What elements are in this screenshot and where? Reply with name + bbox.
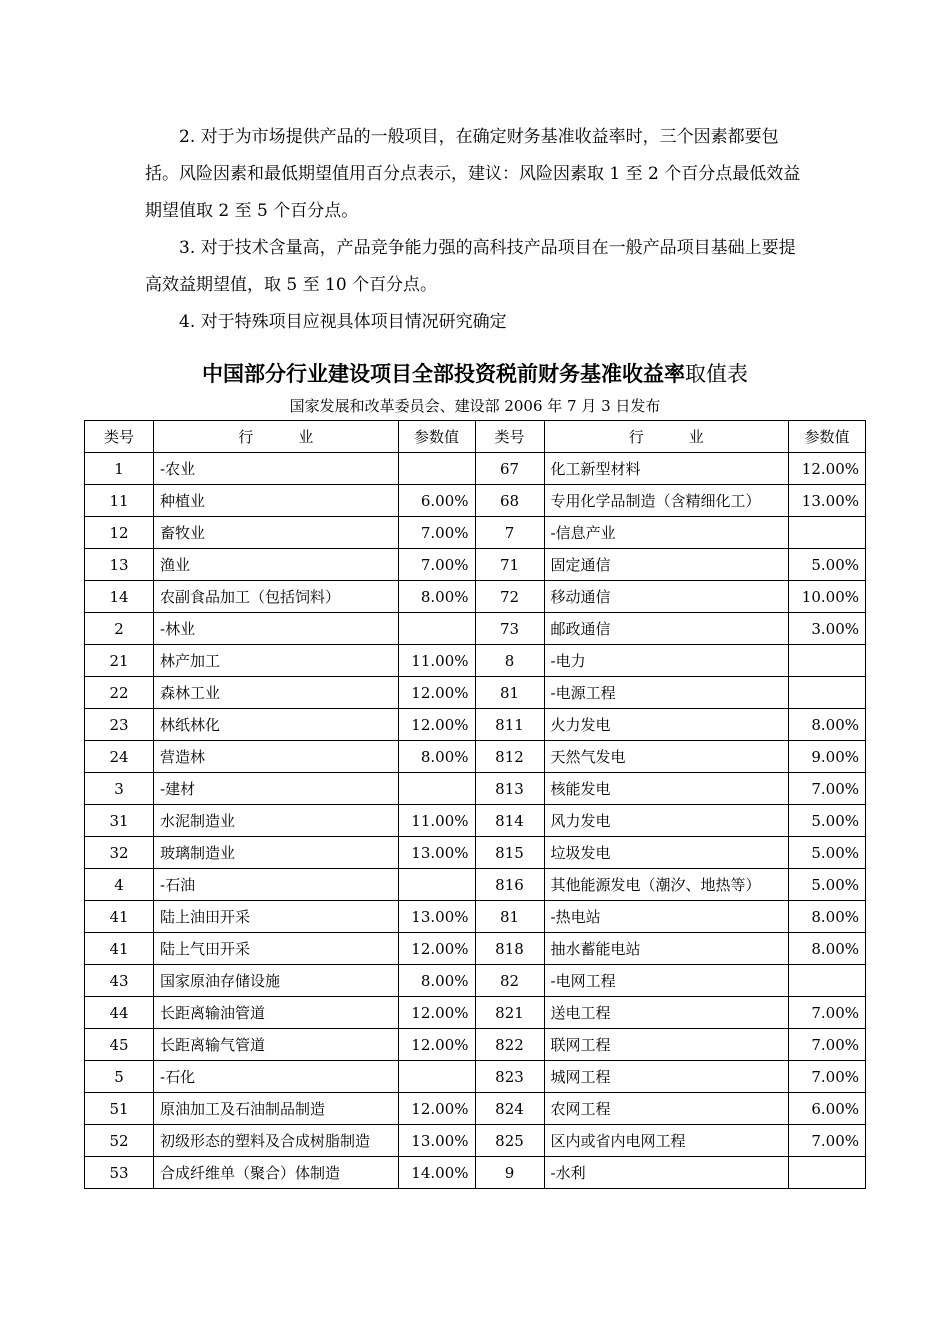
cell-industry-right: -电力 [544,645,789,677]
cell-code-left: 1 [85,453,154,485]
table-row [85,965,866,997]
cell-code-left: 41 [85,933,154,965]
cell-industry-left: 畜牧业 [154,517,399,549]
cell-code-right: 82 [475,965,544,997]
cell-industry-left: 初级形态的塑料及合成树脂制造 [154,1125,399,1157]
cell-code-right: 8 [475,645,544,677]
table-row [85,1029,866,1061]
cell-industry-left: 长距离输油管道 [154,997,399,1029]
cell-code-left: 4 [85,869,154,901]
cell-industry-left: 种植业 [154,485,399,517]
table-row [85,581,866,613]
cell-industry-right: 专用化学品制造（含精细化工） [544,485,789,517]
table-row [85,1125,866,1157]
table-row [85,453,866,485]
cell-value-right: 7.00% [789,997,866,1029]
paragraph-2: 2. 对于为市场提供产品的一般项目，在确定财务基准收益率时，三个因素都要包括。风险因素和最低期望值用百分点表示，建议：风险因素取 1 至 2 个百分点最低效益期望值取 2 至 5 个百分点。 [145,127,801,221]
cell-value-right: 7.00% [789,1029,866,1061]
cell-code-left: 45 [85,1029,154,1061]
cell-code-left: 23 [85,709,154,741]
cell-industry-left: 原油加工及石油制品制造 [154,1093,399,1125]
cell-industry-left: 玻璃制造业 [154,837,399,869]
cell-code-right: 814 [475,805,544,837]
table-row [85,645,866,677]
cell-industry-right: 区内或省内电网工程 [544,1125,789,1157]
cell-industry-left: 营造林 [154,741,399,773]
cell-industry-right: 天然气发电 [544,741,789,773]
cell-code-right: 68 [475,485,544,517]
table-row [85,805,866,837]
table-row [85,773,866,805]
table-row [85,1157,866,1189]
cell-code-right: 821 [475,997,544,1029]
cell-code-right: 818 [475,933,544,965]
cell-code-right: 823 [475,1061,544,1093]
cell-industry-right: -信息产业 [544,517,789,549]
cell-code-right: 811 [475,709,544,741]
cell-code-left: 51 [85,1093,154,1125]
cell-value-right: 8.00% [789,709,866,741]
cell-industry-left: 国家原油存储设施 [154,965,399,997]
cell-value-right: 5.00% [789,549,866,581]
cell-industry-right: 风力发电 [544,805,789,837]
cell-code-right: 81 [475,677,544,709]
cell-industry-left: -农业 [154,453,399,485]
cell-code-right: 81 [475,901,544,933]
cell-code-left: 44 [85,997,154,1029]
cell-value-right: 10.00% [789,581,866,613]
cell-industry-left: 水泥制造业 [154,805,399,837]
cell-industry-left: -林业 [154,613,399,645]
table-row [85,901,866,933]
cell-industry-left: -石油 [154,869,399,901]
table-row [85,677,866,709]
cell-value-right [789,1157,866,1189]
cell-code-right: 9 [475,1157,544,1189]
cell-value-left: 8.00% [398,581,475,613]
cell-code-left: 14 [85,581,154,613]
cell-value-left: 13.00% [398,901,475,933]
header-industry-right: 行 业 [544,421,789,453]
table-row [85,1061,866,1093]
cell-industry-right: 化工新型材料 [544,453,789,485]
cell-value-left: 12.00% [398,997,475,1029]
cell-code-left: 12 [85,517,154,549]
cell-code-left: 32 [85,837,154,869]
cell-code-left: 22 [85,677,154,709]
cell-value-right: 5.00% [789,869,866,901]
cell-code-right: 7 [475,517,544,549]
cell-industry-left: -建材 [154,773,399,805]
table-title-main: 中国部分行业建设项目全部投资税前财务基准收益率 [202,361,685,386]
cell-value-right: 12.00% [789,453,866,485]
table-row [85,613,866,645]
cell-value-left: 14.00% [398,1157,475,1189]
cell-value-left: 12.00% [398,677,475,709]
cell-code-left: 21 [85,645,154,677]
cell-industry-right: 城网工程 [544,1061,789,1093]
cell-value-right: 13.00% [789,485,866,517]
cell-value-right: 9.00% [789,741,866,773]
cell-code-right: 816 [475,869,544,901]
table-subtitle: 国家发展和改革委员会、建设部 2006 年 7 月 3 日发布 [289,397,661,415]
paragraph-4: 4. 对于特殊项目应视具体项目情况研究确定 [179,312,507,332]
table-row [85,1093,866,1125]
cell-industry-left: 农副食品加工（包括饲料） [154,581,399,613]
cell-industry-right: 邮政通信 [544,613,789,645]
cell-value-right [789,517,866,549]
cell-code-left: 24 [85,741,154,773]
cell-value-left [398,453,475,485]
cell-code-left: 13 [85,549,154,581]
table-row [85,997,866,1029]
cell-value-right [789,965,866,997]
cell-value-left: 8.00% [398,965,475,997]
cell-value-left: 13.00% [398,837,475,869]
cell-value-left: 12.00% [398,709,475,741]
header-code-left: 类号 [85,421,154,453]
table-row [85,741,866,773]
cell-code-left: 52 [85,1125,154,1157]
cell-value-right: 7.00% [789,1125,866,1157]
cell-industry-right: 其他能源发电（潮汐、地热等） [544,869,789,901]
cell-value-left [398,613,475,645]
cell-industry-right: -电网工程 [544,965,789,997]
cell-code-right: 73 [475,613,544,645]
table-row [85,869,866,901]
cell-value-left: 7.00% [398,517,475,549]
cell-value-left [398,773,475,805]
cell-value-left: 12.00% [398,1093,475,1125]
table-header-row [85,421,866,453]
cell-code-left: 5 [85,1061,154,1093]
header-value-right: 参数值 [789,421,866,453]
cell-code-left: 3 [85,773,154,805]
paragraph-3: 3. 对于技术含量高，产品竞争能力强的高科技产品项目在一般产品项目基础上要提高效益期望值，取 5 至 10 个百分点。 [145,238,796,295]
header-code-right: 类号 [475,421,544,453]
table-body [85,453,866,1189]
cell-value-left: 12.00% [398,933,475,965]
cell-value-left [398,869,475,901]
cell-code-right: 67 [475,453,544,485]
cell-value-left: 11.00% [398,805,475,837]
cell-code-right: 815 [475,837,544,869]
cell-industry-right: -水利 [544,1157,789,1189]
cell-industry-right: 抽水蓄能电站 [544,933,789,965]
cell-code-right: 72 [475,581,544,613]
cell-value-left [398,1061,475,1093]
table-row [85,485,866,517]
cell-value-left: 13.00% [398,1125,475,1157]
table-row [85,549,866,581]
cell-code-right: 822 [475,1029,544,1061]
cell-code-left: 31 [85,805,154,837]
cell-industry-left: 陆上油田开采 [154,901,399,933]
cell-industry-left: 陆上气田开采 [154,933,399,965]
header-industry-left: 行 业 [154,421,399,453]
cell-value-right: 5.00% [789,805,866,837]
cell-industry-left: 长距离输气管道 [154,1029,399,1061]
cell-code-right: 813 [475,773,544,805]
cell-value-right: 7.00% [789,773,866,805]
cell-value-left: 12.00% [398,1029,475,1061]
cell-industry-right: 固定通信 [544,549,789,581]
table-row [85,837,866,869]
cell-code-left: 53 [85,1157,154,1189]
cell-code-left: 43 [85,965,154,997]
cell-industry-left: 林纸林化 [154,709,399,741]
cell-industry-right: 送电工程 [544,997,789,1029]
cell-industry-left: 渔业 [154,549,399,581]
cell-industry-left: 林产加工 [154,645,399,677]
cell-industry-left: 合成纤维单（聚合）体制造 [154,1157,399,1189]
cell-value-left: 6.00% [398,485,475,517]
header-value-left: 参数值 [398,421,475,453]
cell-code-left: 2 [85,613,154,645]
cell-value-right: 7.00% [789,1061,866,1093]
cell-value-right: 3.00% [789,613,866,645]
cell-value-left: 11.00% [398,645,475,677]
cell-value-right: 5.00% [789,837,866,869]
cell-code-left: 11 [85,485,154,517]
cell-code-right: 824 [475,1093,544,1125]
cell-industry-right: 移动通信 [544,581,789,613]
table-title-suffix: 取值表 [685,362,748,386]
table-row [85,709,866,741]
cell-value-right: 8.00% [789,901,866,933]
cell-value-right: 6.00% [789,1093,866,1125]
cell-industry-left: 森林工业 [154,677,399,709]
cell-code-right: 812 [475,741,544,773]
cell-industry-right: 核能发电 [544,773,789,805]
cell-industry-right: -热电站 [544,901,789,933]
cell-code-right: 71 [475,549,544,581]
rate-table [84,420,866,1189]
cell-value-right: 8.00% [789,933,866,965]
cell-value-left: 7.00% [398,549,475,581]
cell-industry-right: 联网工程 [544,1029,789,1061]
cell-industry-right: 火力发电 [544,709,789,741]
cell-industry-right: 农网工程 [544,1093,789,1125]
cell-value-left: 8.00% [398,741,475,773]
cell-value-right [789,677,866,709]
cell-industry-left: -石化 [154,1061,399,1093]
table-row [85,933,866,965]
cell-industry-right: 垃圾发电 [544,837,789,869]
cell-code-left: 41 [85,901,154,933]
cell-code-right: 825 [475,1125,544,1157]
table-row [85,517,866,549]
cell-industry-right: -电源工程 [544,677,789,709]
table-title [0,358,950,388]
cell-value-right [789,645,866,677]
